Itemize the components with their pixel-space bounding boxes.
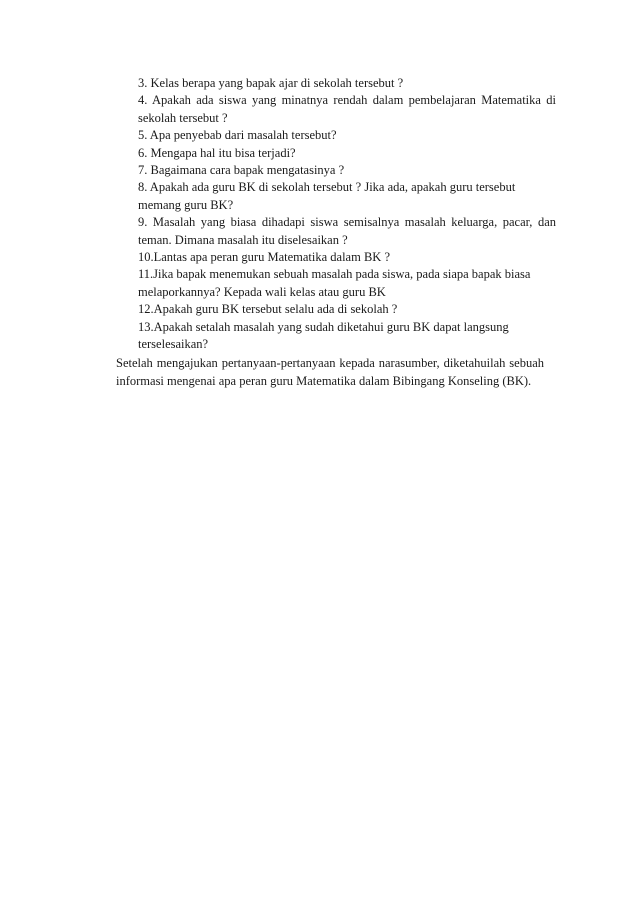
paragraph-line: informasi mengenai apa peran guru Matematika dalam Bibingang Konseling (BK). xyxy=(116,373,532,388)
question-line: melaporkannya? Kepada wali kelas atau guru BK xyxy=(138,284,386,299)
question-line: 10.Lantas apa peran guru Matematika dalam BK ? xyxy=(138,250,390,265)
question-line: 9. Masalah yang biasa dihadapi siswa semisalnya masalah keluarga, pacar, dan xyxy=(138,215,556,230)
question-line: 3. Kelas berapa yang bapak ajar di sekolah tersebut ? xyxy=(138,76,404,90)
question-line: teman. Dimana masalah itu diselesaikan ? xyxy=(138,232,348,247)
paragraph-line: Setelah mengajukan pertanyaan-pertanyaan kepada narasumber, diketahuilah sebuah xyxy=(116,356,544,370)
question-line: 7. Bagaimana cara bapak mengatasinya ? xyxy=(138,163,345,178)
question-line: 11.Jika bapak menemukan sebuah masalah pada siswa, pada siapa bapak biasa xyxy=(138,267,531,282)
question-line: 6. Mengapa hal itu bisa terjadi? xyxy=(138,145,296,160)
interview-question-list xyxy=(138,75,578,354)
question-line: 12.Apakah guru BK tersebut selalu ada di sekolah ? xyxy=(138,302,398,317)
question-line: sekolah tersebut ? xyxy=(138,110,228,125)
question-line: 8. Apakah ada guru BK di sekolah tersebut ? Jika ada, apakah guru tersebut xyxy=(138,180,516,195)
closing-paragraph xyxy=(116,355,544,390)
question-line: 13.Apakah setalah masalah yang sudah diketahui guru BK dapat langsung xyxy=(138,319,509,334)
question-line: terselesaikan? xyxy=(138,337,209,352)
question-line: 4. Apakah ada siswa yang minatnya rendah dalam pembelajaran Matematika di xyxy=(138,93,556,108)
question-line: memang guru BK? xyxy=(138,197,234,212)
question-line: 5. Apa penyebab dari masalah tersebut? xyxy=(138,128,337,143)
